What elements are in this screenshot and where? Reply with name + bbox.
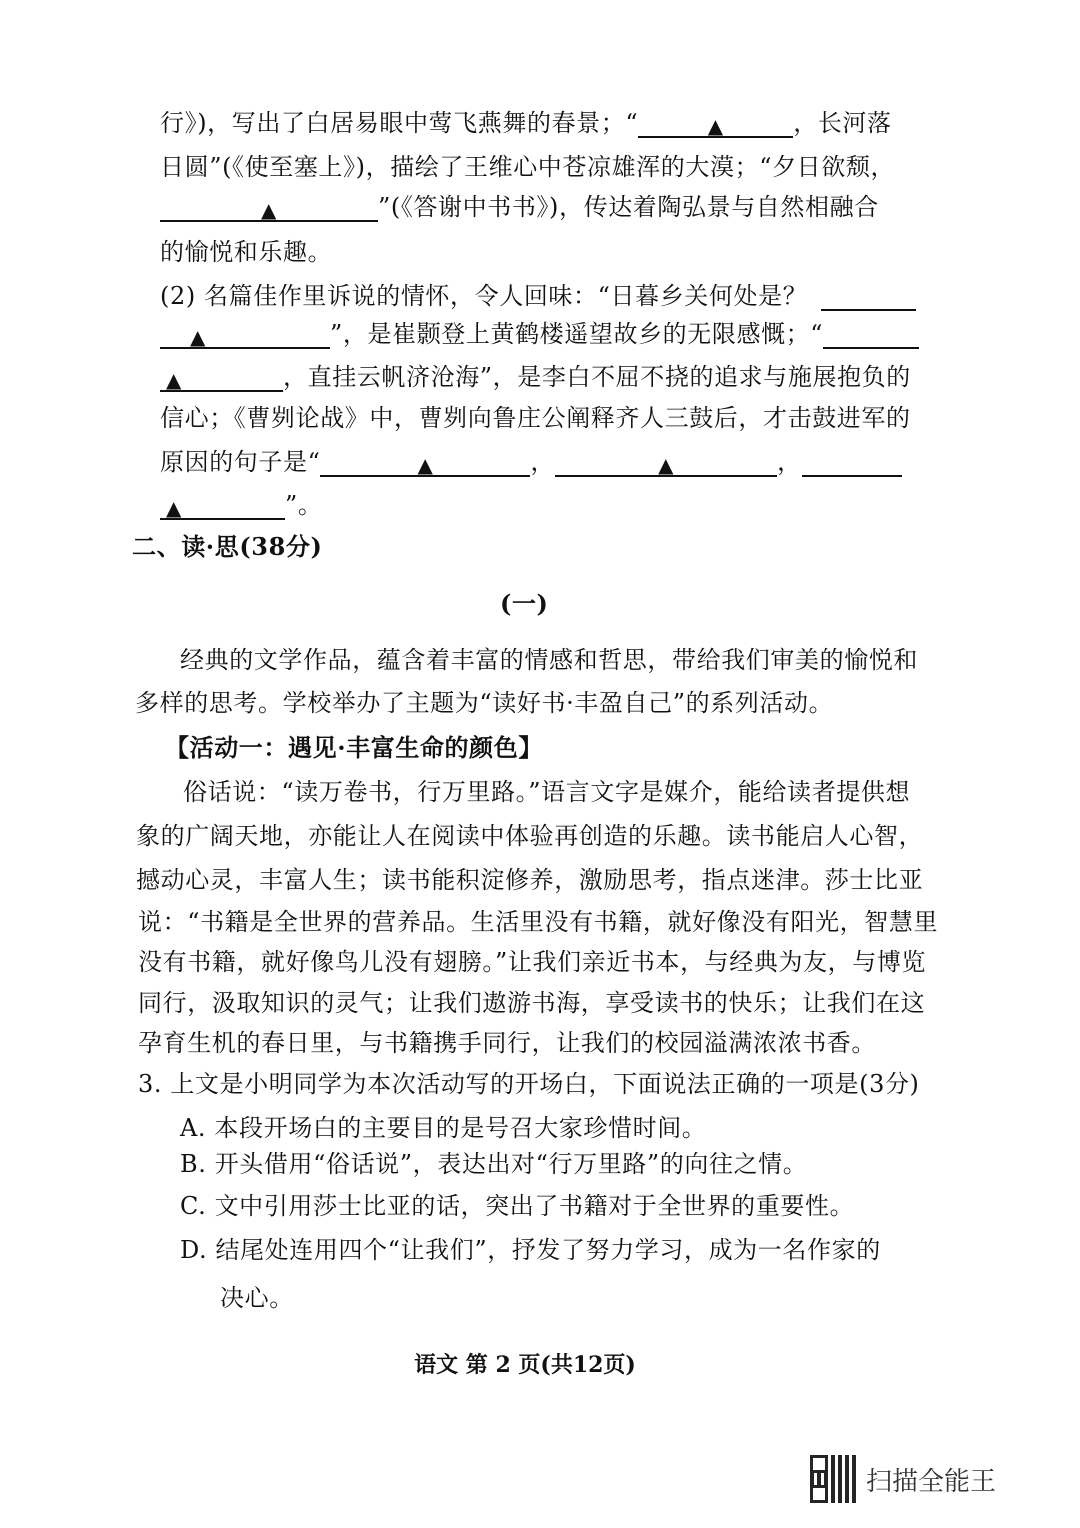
watermark-text: 扫描全能王: [866, 1466, 997, 1497]
answer-blank: [823, 321, 919, 349]
q2-line-4: 信心；《曹刿论战》中，曹刿向鲁庄公阐释齐人三鼓后，才击鼓进军的: [160, 404, 911, 432]
section-heading: 二、读·思(38分): [132, 532, 323, 561]
option-letter: C.: [180, 1192, 207, 1220]
scanner-watermark: [810, 1455, 996, 1503]
passage-line: 没有书籍，就好像鸟儿没有翅膀。”让我们亲近书本，与经典为友，与博览: [138, 948, 927, 976]
q1-line-1: [160, 108, 892, 138]
answer-blank: [638, 110, 793, 138]
text: ”。: [285, 491, 323, 519]
answer-blank: [802, 449, 902, 477]
option-letter: B.: [180, 1150, 207, 1178]
answer-blank: [160, 194, 378, 222]
passage-line: 经典的文学作品，蕴含着丰富的情感和哲思，带给我们审美的愉悦和: [180, 646, 918, 674]
q2-line-1: [160, 281, 916, 311]
triangle-marker: ▲: [190, 325, 206, 349]
passage-line: 撼动心灵，丰富人生；读书能积淀修养，激励思考，指点迷津。莎士比亚: [136, 866, 924, 894]
triangle-marker: ▲: [707, 114, 724, 138]
text: ”(《答谢中书书》)，传达着陶弘景与自然相融合: [378, 193, 879, 221]
q1-line-2: 日圆”(《使至塞上》)，描绘了王维心中苍凉雄浑的大漠；“夕日欲颓，: [160, 153, 896, 181]
section-subheading: (一): [500, 589, 549, 618]
q2-line-2: [160, 319, 919, 349]
passage-line: 俗话说：“读万卷书，行万里路。”语言文字是媒介，能给读者提供想: [183, 778, 911, 806]
option-a[interactable]: [180, 1113, 706, 1143]
answer-blank: [555, 449, 777, 477]
answer-blank: [821, 283, 916, 311]
text: ，长河落: [793, 109, 892, 137]
q1-line-4: 的愉悦和乐趣。: [160, 238, 333, 266]
option-d[interactable]: [180, 1235, 881, 1265]
option-d-continuation: 决心。: [220, 1284, 294, 1312]
triangle-marker: ▲: [417, 453, 434, 477]
option-text: 结尾处连用四个“让我们”，抒发了努力学习，成为一名作家的: [215, 1236, 881, 1264]
activity-heading: 【活动一：遇见·丰富生命的颜色】: [165, 733, 543, 762]
text: (2) 名篇佳作里诉说的情怀，令人回味：“日暮乡关何处是？: [160, 282, 808, 310]
option-letter: D.: [180, 1236, 208, 1264]
passage-line: 象的广阔天地，亦能让人在阅读中体验再创造的乐趣。读书能启人心智，: [136, 822, 924, 850]
passage-line: 同行，汲取知识的灵气；让我们遨游书海，享受读书的快乐；让我们在这: [138, 989, 926, 1017]
answer-blank: [160, 321, 330, 349]
triangle-marker: ▲: [261, 198, 277, 222]
text: ，直挂云帆济沧海”，是李白不屈不挠的追求与施展抱负的: [283, 363, 911, 391]
text: ，: [777, 448, 802, 476]
q2-line-5: [160, 447, 902, 477]
text: 行》)，写出了白居易眼中莺飞燕舞的春景；“: [160, 109, 639, 137]
text: 原因的句子是“: [160, 448, 321, 476]
triangle-marker: ▲: [658, 453, 675, 477]
option-b[interactable]: [180, 1149, 807, 1179]
triangle-marker: ▲: [166, 496, 182, 520]
option-letter: A.: [180, 1114, 207, 1142]
passage-line: 说：“书籍是全世界的营养品。生活里没有书籍，就好像没有阳光，智慧里: [138, 908, 939, 936]
answer-blank: [160, 364, 283, 392]
option-text: 本段开场白的主要目的是号召大家珍惜时间。: [214, 1114, 707, 1142]
q2-line-6: [160, 490, 322, 520]
option-text: 文中引用莎士比亚的话，突出了书籍对于全世界的重要性。: [214, 1192, 855, 1220]
triangle-marker: ▲: [166, 368, 182, 392]
option-c[interactable]: [180, 1191, 854, 1221]
answer-blank: [160, 492, 285, 520]
q2-line-3: [160, 362, 911, 392]
passage-line: 多样的思考。学校举办了主题为“读好书·丰盈自己”的系列活动。: [135, 689, 834, 717]
q1-line-3: [160, 192, 879, 222]
passage-line: 孕育生机的春日里，与书籍携手同行，让我们的校园溢满浓浓书香。: [138, 1029, 876, 1057]
text: ，: [530, 448, 556, 476]
qr-code-icon: [810, 1455, 858, 1503]
answer-blank: [320, 449, 530, 477]
option-text: 开头借用“俗话说”，表达出对“行万里路”的向往之情。: [214, 1150, 808, 1178]
text: ”，是崔颢登上黄鹤楼遥望故乡的无限感慨；“: [330, 320, 824, 348]
question-3-stem: 3. 上文是小明同学为本次活动写的开场白，下面说法正确的一项是(3分): [138, 1070, 920, 1098]
page-footer: 语文 第 2 页(共12页): [414, 1352, 636, 1378]
